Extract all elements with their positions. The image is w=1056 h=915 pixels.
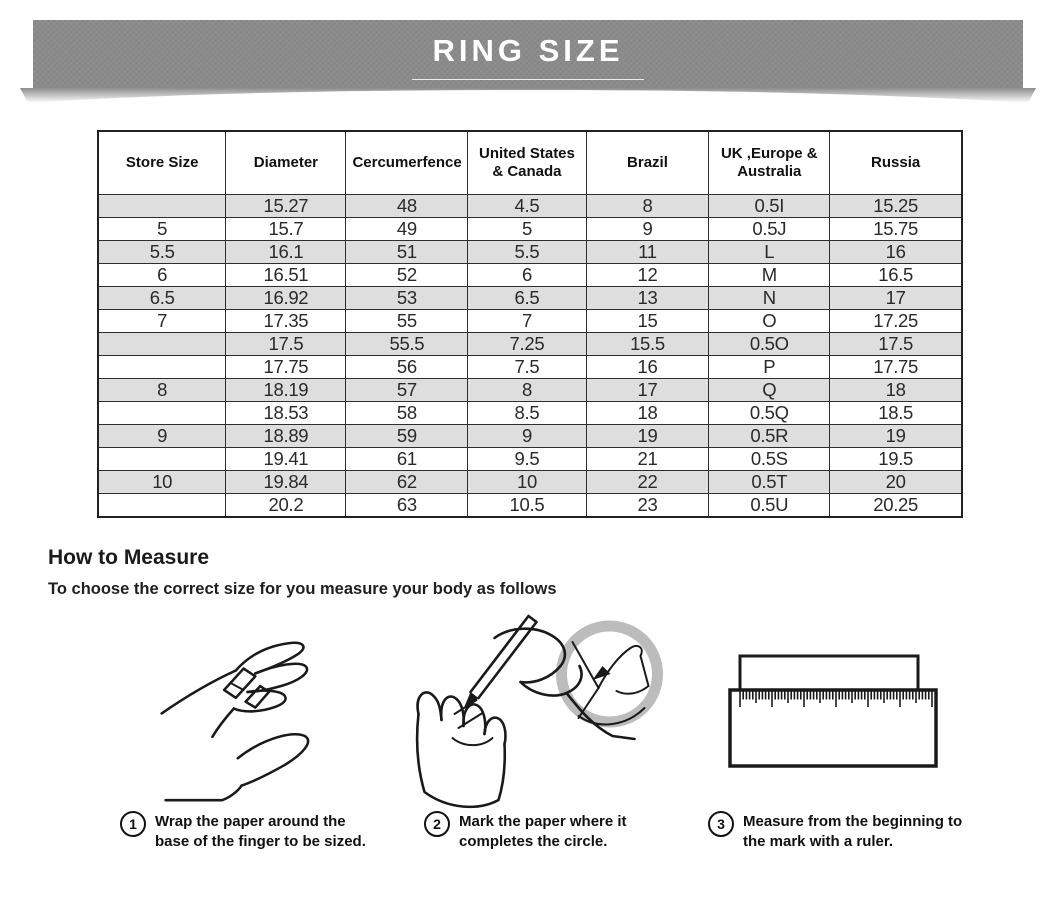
- table-row: [98, 333, 962, 356]
- header-banner: [33, 20, 1023, 88]
- table-cell: 19.5: [830, 448, 962, 471]
- table-cell: 0.5I: [709, 195, 830, 218]
- ruler-illustration: [705, 648, 995, 778]
- table-cell: 5.5: [468, 241, 586, 264]
- banner-shadow: [20, 88, 1036, 108]
- table-cell: 8: [586, 195, 709, 218]
- table-cell: 9: [586, 218, 709, 241]
- step-caption-2: [424, 812, 627, 853]
- table-cell: 19: [586, 425, 709, 448]
- table-cell: 17: [586, 379, 709, 402]
- table-row: [98, 425, 962, 448]
- step-caption-1: [120, 812, 366, 853]
- table-cell: 17.35: [226, 310, 346, 333]
- table-row: [98, 379, 962, 402]
- table-cell: L: [709, 241, 830, 264]
- table-cell: 20: [830, 471, 962, 494]
- table-cell: 56: [346, 356, 468, 379]
- step-caption-text: Wrap the paper around the base of the finger to be sized.: [155, 813, 366, 851]
- table-cell: 17.75: [226, 356, 346, 379]
- table-cell: 7.5: [468, 356, 586, 379]
- header-brazil: Brazil: [586, 131, 709, 195]
- table-cell: 62: [346, 471, 468, 494]
- table-cell: 19.41: [226, 448, 346, 471]
- table-cell: 55.5: [346, 333, 468, 356]
- page-title: RING SIZE: [432, 32, 624, 68]
- table-cell: 6.5: [98, 287, 226, 310]
- table-cell: 49: [346, 218, 468, 241]
- table-cell: 20.25: [830, 494, 962, 518]
- table-cell: 21: [586, 448, 709, 471]
- size-table-body: [98, 195, 962, 518]
- header-store-size: Store Size: [98, 131, 226, 195]
- table-cell: 10: [98, 471, 226, 494]
- table-cell: 55: [346, 310, 468, 333]
- table-row: [98, 195, 962, 218]
- table-cell: 48: [346, 195, 468, 218]
- table-cell: 7: [468, 310, 586, 333]
- table-cell: 15.75: [830, 218, 962, 241]
- table-cell: 0.5Q: [709, 402, 830, 425]
- table-cell: 17.5: [830, 333, 962, 356]
- table-row: [98, 264, 962, 287]
- table-cell: 57: [346, 379, 468, 402]
- step-number-badge: 3: [708, 811, 734, 837]
- how-to-measure-title: How to Measure: [48, 546, 210, 569]
- table-cell: P: [709, 356, 830, 379]
- table-cell: 18: [586, 402, 709, 425]
- table-cell: 8.5: [468, 402, 586, 425]
- hand-paper-illustration: [95, 612, 400, 807]
- table-cell: 0.5S: [709, 448, 830, 471]
- table-row: [98, 402, 962, 425]
- table-cell: 20.2: [226, 494, 346, 518]
- table-cell: 16.5: [830, 264, 962, 287]
- table-cell: 61: [346, 448, 468, 471]
- table-cell: Q: [709, 379, 830, 402]
- table-cell: 13: [586, 287, 709, 310]
- table-cell: 4.5: [468, 195, 586, 218]
- table-cell: 7.25: [468, 333, 586, 356]
- table-cell: O: [709, 310, 830, 333]
- ruler-body: [730, 690, 936, 766]
- table-cell: 0.5R: [709, 425, 830, 448]
- table-cell: 16: [586, 356, 709, 379]
- table-cell: 8: [468, 379, 586, 402]
- table-cell: 16.92: [226, 287, 346, 310]
- table-row: [98, 310, 962, 333]
- table-cell: 5: [98, 218, 226, 241]
- table-cell: 15.27: [226, 195, 346, 218]
- table-cell: 17: [830, 287, 962, 310]
- table-cell: 18.53: [226, 402, 346, 425]
- table-cell: 63: [346, 494, 468, 518]
- table-cell: 16.51: [226, 264, 346, 287]
- table-header-row: [98, 131, 962, 195]
- step-number-badge: 1: [120, 811, 146, 837]
- table-cell: 9: [98, 425, 226, 448]
- table-cell: [98, 356, 226, 379]
- table-cell: 5.5: [98, 241, 226, 264]
- table-cell: 0.5T: [709, 471, 830, 494]
- table-row: [98, 218, 962, 241]
- table-cell: M: [709, 264, 830, 287]
- how-to-measure-subtitle: To choose the correct size for you measure your body as follows: [48, 580, 557, 598]
- table-cell: 10: [468, 471, 586, 494]
- table-cell: [98, 494, 226, 518]
- table-cell: [98, 333, 226, 356]
- table-row: [98, 287, 962, 310]
- table-cell: 6.5: [468, 287, 586, 310]
- table-cell: 17.25: [830, 310, 962, 333]
- mark-paper-illustration: [400, 596, 685, 816]
- table-cell: 10.5: [468, 494, 586, 518]
- table-cell: [98, 402, 226, 425]
- table-cell: 16: [830, 241, 962, 264]
- table-cell: 16.1: [226, 241, 346, 264]
- table-row: [98, 494, 962, 518]
- table-cell: [98, 448, 226, 471]
- table-cell: 5: [468, 218, 586, 241]
- table-cell: 15: [586, 310, 709, 333]
- step-caption-text: Measure from the beginning to the mark with a ruler.: [743, 813, 963, 851]
- table-cell: 18.5: [830, 402, 962, 425]
- table-cell: 0.5J: [709, 218, 830, 241]
- table-cell: 22: [586, 471, 709, 494]
- table-cell: 51: [346, 241, 468, 264]
- table-cell: 17.75: [830, 356, 962, 379]
- table-cell: 53: [346, 287, 468, 310]
- header-russia: Russia: [830, 131, 962, 195]
- paper-strip: [740, 656, 918, 690]
- table-cell: 18.89: [226, 425, 346, 448]
- table-cell: 15.5: [586, 333, 709, 356]
- table-cell: 17.5: [226, 333, 346, 356]
- table-row: [98, 448, 962, 471]
- table-cell: 0.5U: [709, 494, 830, 518]
- step-caption-3: [708, 812, 962, 853]
- table-cell: 15.25: [830, 195, 962, 218]
- table-cell: N: [709, 287, 830, 310]
- title-underline: [412, 79, 644, 80]
- table-cell: 11: [586, 241, 709, 264]
- step-number-badge: 2: [424, 811, 450, 837]
- header-diameter: Diameter: [226, 131, 346, 195]
- table-cell: 59: [346, 425, 468, 448]
- table-cell: 0.5O: [709, 333, 830, 356]
- table-cell: 52: [346, 264, 468, 287]
- ring-size-table: [97, 130, 963, 518]
- table-cell: 8: [98, 379, 226, 402]
- table-row: [98, 241, 962, 264]
- table-cell: 12: [586, 264, 709, 287]
- step-caption-text: Mark the paper where it completes the circle.: [459, 813, 627, 851]
- header-us-canada: United States & Canada: [468, 131, 586, 195]
- table-cell: 7: [98, 310, 226, 333]
- table-cell: 18: [830, 379, 962, 402]
- table-cell: 6: [98, 264, 226, 287]
- table-cell: [98, 195, 226, 218]
- table-cell: 9: [468, 425, 586, 448]
- header-circumference: Cercumerfence: [346, 131, 468, 195]
- table-row: [98, 471, 962, 494]
- table-cell: 23: [586, 494, 709, 518]
- table-cell: 19: [830, 425, 962, 448]
- table-cell: 15.7: [226, 218, 346, 241]
- table-cell: 58: [346, 402, 468, 425]
- table-cell: 18.19: [226, 379, 346, 402]
- table-row: [98, 356, 962, 379]
- table-cell: 9.5: [468, 448, 586, 471]
- header-uk-europe-australia: UK ,Europe & Australia: [709, 131, 830, 195]
- table-cell: 6: [468, 264, 586, 287]
- table-cell: 19.84: [226, 471, 346, 494]
